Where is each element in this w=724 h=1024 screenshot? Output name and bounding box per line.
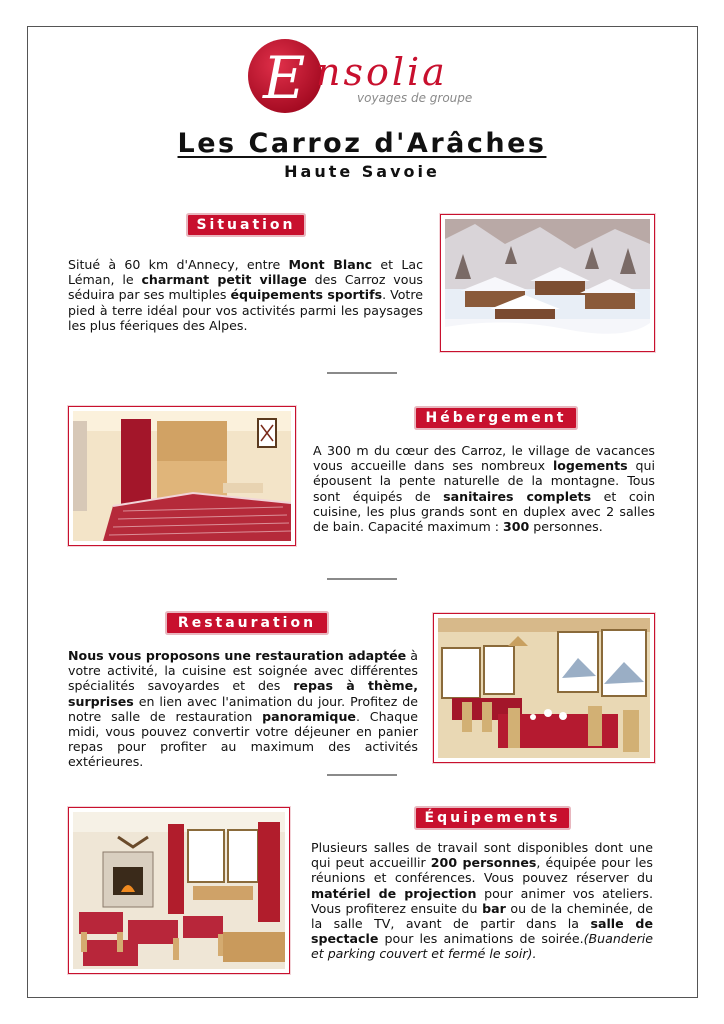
text-span: à votre activité, la cuisine est soignée avec différentes spécialités savoyardes et des — [68, 648, 418, 694]
logo-tagline: voyages de groupe — [357, 91, 473, 105]
bold-text: bar — [482, 900, 506, 916]
bold-text: panoramique — [262, 708, 356, 724]
text-span: A 300 m du cœur des Carroz, le village de vacances vous accueille dans ses nombreux — [313, 443, 655, 474]
italic-note: (Buanderie et parking couvert et fermé le soir). — [311, 931, 653, 962]
text-span: en lien avec l'animation du jour. Profitez de notre salle de restauration — [68, 693, 418, 724]
bold-text: Nous vous proposons une restauration adaptée — [68, 648, 407, 663]
bold-text: charmant petit village — [141, 272, 307, 288]
text-span: des Carroz vous séduira par ses multiples — [68, 272, 423, 303]
bold-text: repas à thème, surprises — [68, 678, 418, 709]
bold-text: équipements sportifs — [230, 287, 383, 303]
village-snow-photo — [440, 214, 655, 352]
bold-text: 300 — [502, 519, 530, 535]
text-span: Plusieurs salles de travail sont disponibles dont une qui peut accueillir — [311, 840, 653, 871]
text-span: , équipée pour les réunions et conférences. Vous pouvez réserver du — [311, 855, 653, 886]
page-title: Les Carroz d'Arâches — [177, 128, 547, 159]
lounge-fireplace-photo — [68, 807, 290, 974]
bold-text: salle de spectacle — [311, 916, 653, 947]
logo-letter: E — [263, 44, 306, 112]
text-span: Situé à 60 km d'Annecy, entre — [68, 257, 289, 272]
bold-text: logements — [552, 458, 628, 474]
dining-room-photo — [433, 613, 655, 763]
equipements-text — [311, 840, 653, 962]
text-span: et coin cuisine, les plus grands sont en duplex avec 2 salles de bain. Capacité maximum : — [313, 488, 655, 535]
section-divider — [327, 578, 397, 580]
bold-text: 200 personnes — [430, 855, 537, 871]
section-divider — [327, 774, 397, 776]
text-span: pour animer vos ateliers. Vous profiterez ensuite du — [311, 885, 653, 916]
ensolia-logo — [245, 36, 325, 116]
page-subtitle: Haute Savoie — [284, 162, 440, 181]
situation-text — [68, 257, 423, 333]
section-label-restauration: Restauration — [167, 613, 327, 633]
hebergement-text — [313, 443, 655, 534]
text-span: qui épousent la pente naturelle de la montagne. Tous sont équipés de — [313, 458, 655, 504]
text-span: et Lac Léman, le — [68, 257, 423, 288]
section-divider — [327, 372, 397, 374]
bold-text: sanitaires complets — [443, 488, 592, 504]
logo-wordmark: nsolia — [316, 50, 448, 94]
bold-text: Mont Blanc — [288, 257, 373, 272]
restauration-text — [68, 648, 418, 770]
section-label-equipements: Équipements — [416, 808, 569, 828]
text-span: . Chaque midi, vous pouvez convertir votre déjeuner en panier repas pour profiter au maximum des activités extérieures. — [68, 708, 418, 770]
section-label-situation: Situation — [188, 215, 304, 235]
bedroom-photo — [68, 406, 296, 546]
text-span: pour les animations de soirée. — [378, 931, 584, 947]
text-span: ou de la cheminée, de la salle TV, avant de partir dans la — [311, 900, 654, 932]
text-span: personnes. — [529, 519, 603, 535]
bold-text: matériel de projection — [311, 885, 477, 901]
text-span: . Votre pied à terre idéal pour vos activités parmi les paysages les plus féeriques des Alpes. — [68, 287, 424, 333]
section-label-hebergement: Hébergement — [416, 408, 576, 428]
